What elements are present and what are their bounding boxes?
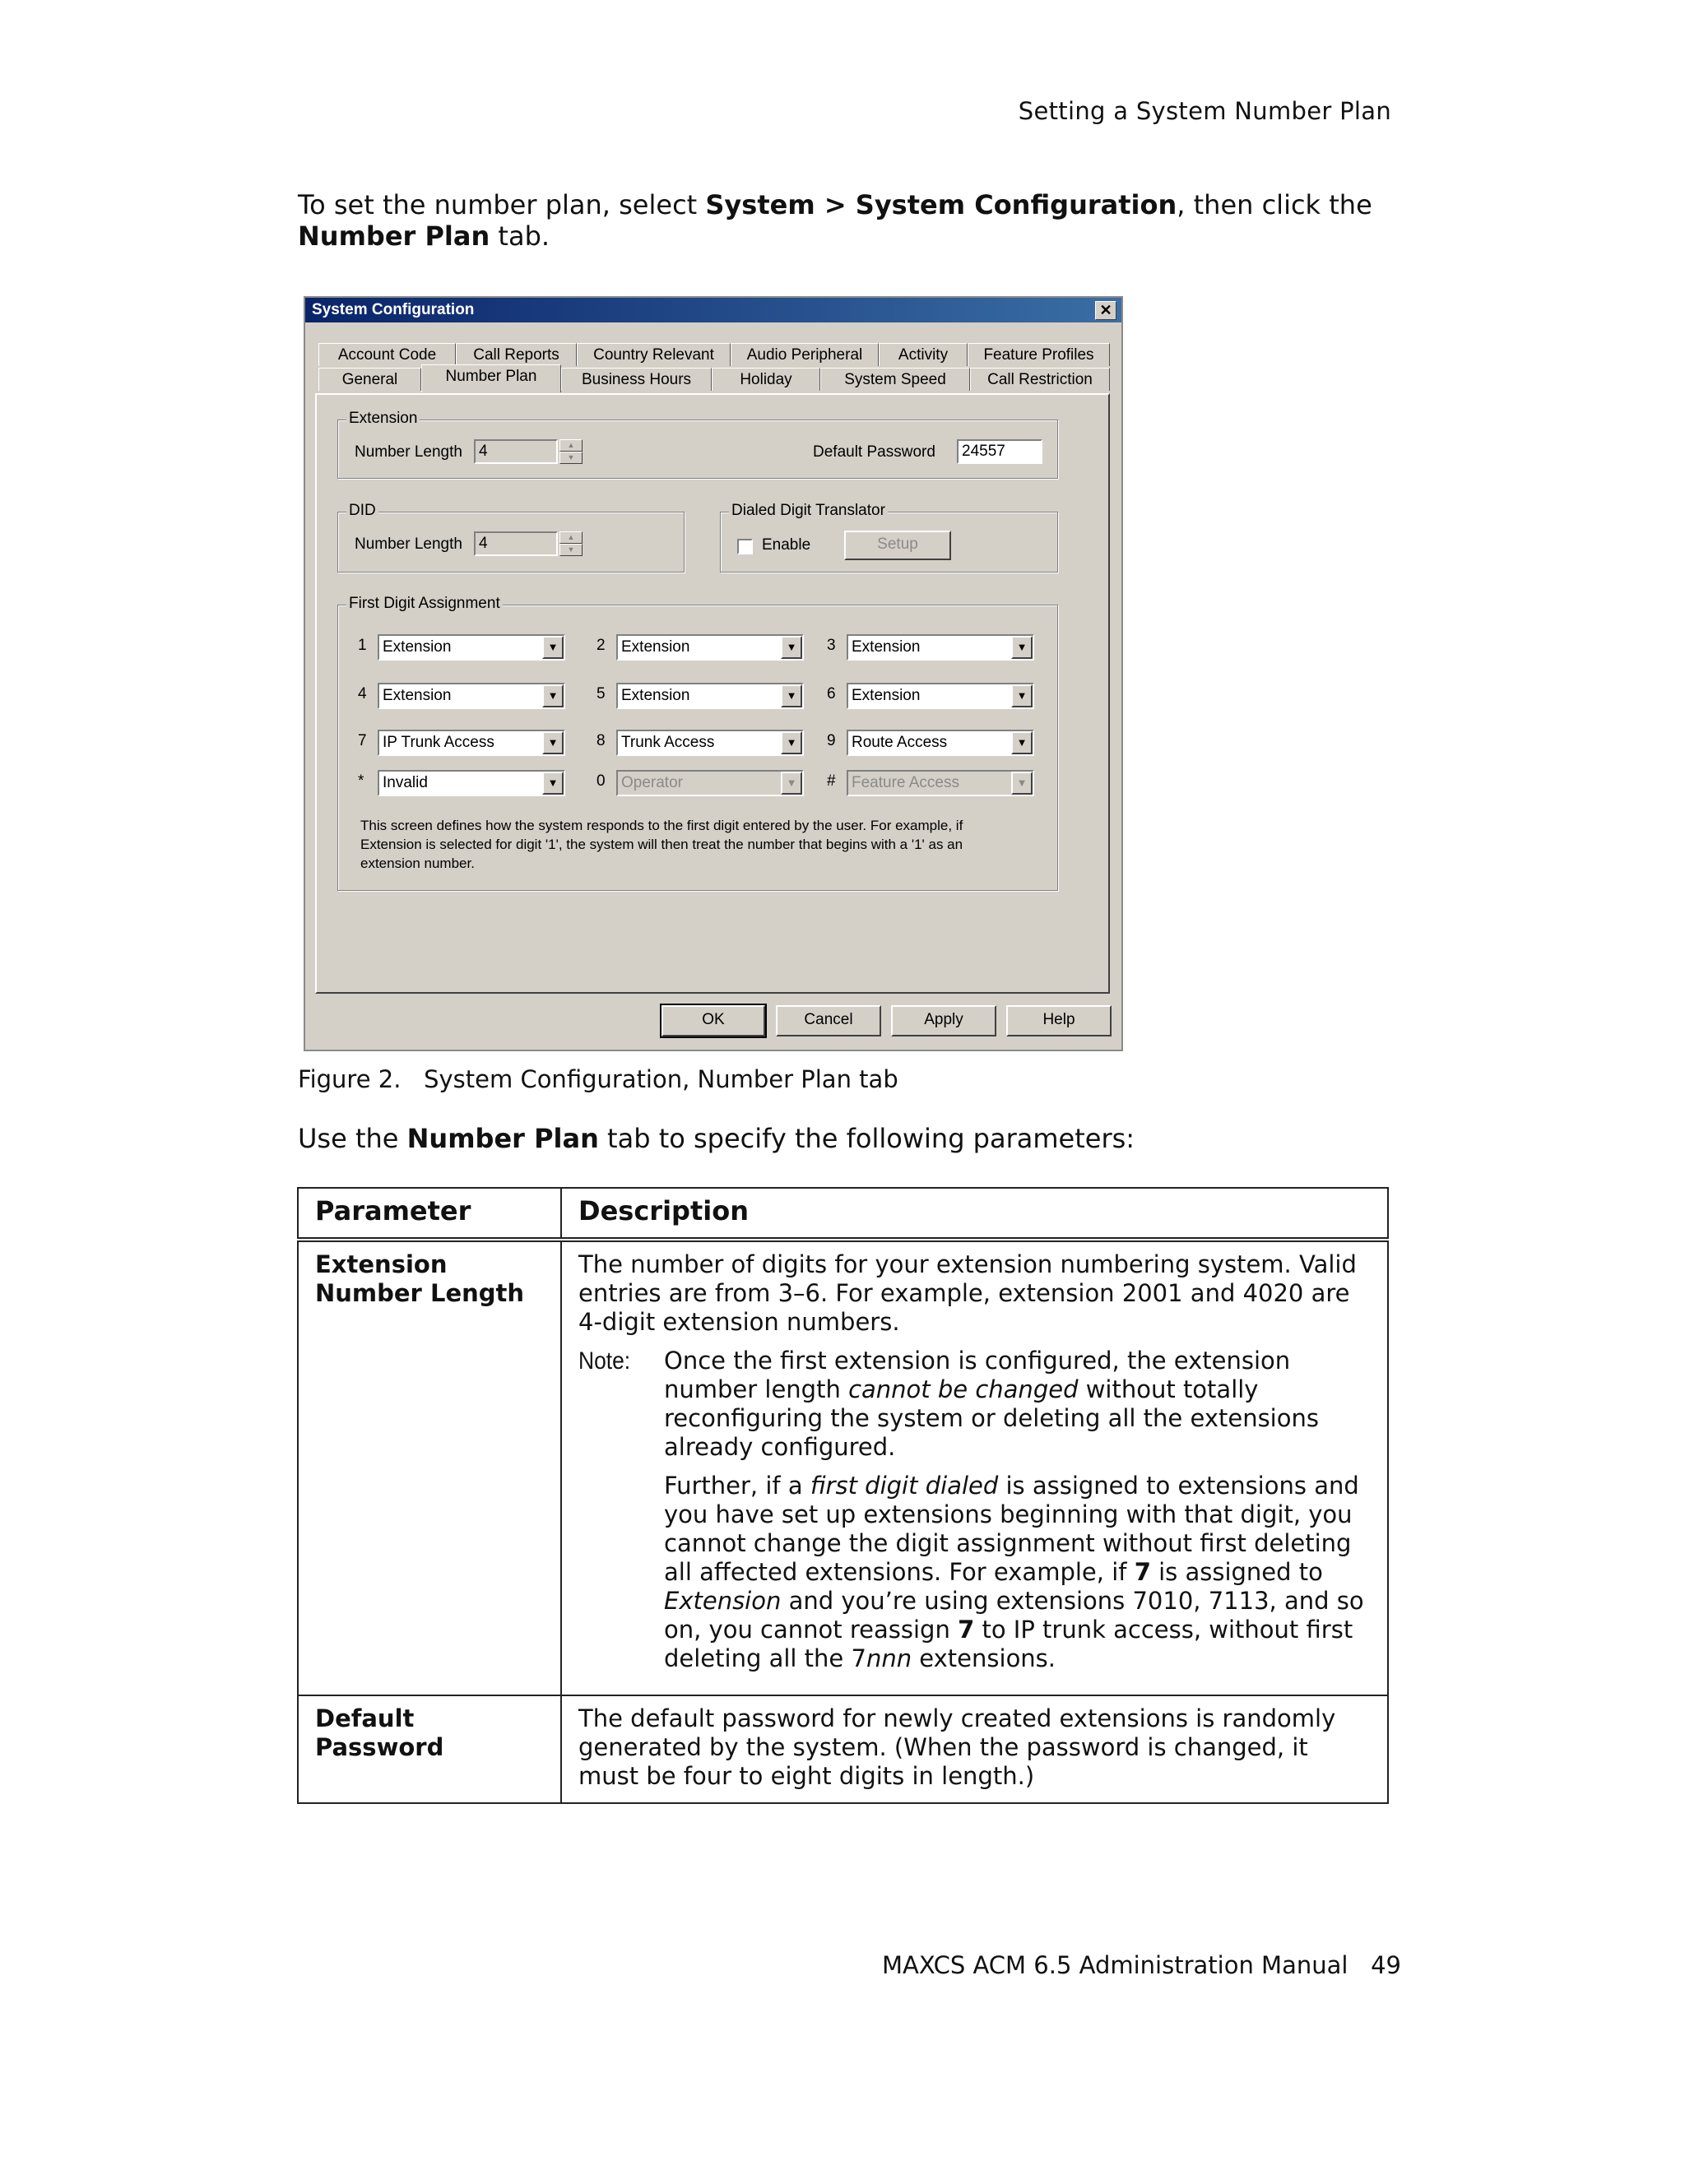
digit-label: 7 bbox=[358, 732, 367, 749]
digit-label: 1 bbox=[358, 637, 367, 654]
intro-paragraph bbox=[298, 189, 1400, 252]
dropdown-arrow-icon[interactable]: ▼ bbox=[542, 772, 564, 795]
select-value: IP Trunk Access bbox=[383, 734, 494, 751]
lead-tab-name: Number Plan bbox=[406, 1123, 599, 1154]
digit-label: 5 bbox=[596, 685, 606, 702]
param-name-line: Extension bbox=[315, 1250, 448, 1278]
dialed-digit-translator-group bbox=[720, 502, 1058, 573]
lead-paragraph bbox=[298, 1123, 1135, 1154]
tab-call-reports[interactable]: Call Reports bbox=[456, 343, 577, 366]
first-digit-help-text: This screen defines how the system responds to the first digit entered by the user. For example, if Extension is selected for digit '1', the system will then treat the number that begins with a '1' as an extension number. bbox=[360, 818, 963, 871]
select-value: Feature Access bbox=[852, 774, 959, 791]
description-text: The number of digits for your extension numbering system. Valid entries are from 3–6. For example, extension 2001 and 4020 are 4-digit extension numbers. bbox=[578, 1250, 1357, 1336]
spin-down-icon[interactable]: ▼ bbox=[559, 452, 583, 464]
digit-label: 2 bbox=[596, 637, 606, 654]
column-header-parameter: Parameter bbox=[298, 1188, 561, 1240]
note-label: Note: bbox=[578, 1347, 631, 1375]
note-block bbox=[578, 1347, 1372, 1683]
extension-group bbox=[337, 410, 1058, 479]
param-name: Default Password bbox=[298, 1695, 561, 1803]
did-number-length-field[interactable]: 4 bbox=[474, 531, 558, 556]
dropdown-arrow-icon[interactable]: ▼ bbox=[1011, 636, 1033, 659]
intro-text: , then click the bbox=[1177, 189, 1372, 220]
tab-activity[interactable]: Activity bbox=[879, 343, 968, 366]
system-configuration-dialog bbox=[304, 296, 1123, 1051]
select-value: Extension bbox=[621, 638, 690, 656]
note-text: is assigned to extensions and you have set up extensions beginning with that digit, you cannot change the digit assignment without first deleting all affected extensions. For example, if bbox=[664, 1472, 1359, 1586]
select-value: Extension bbox=[383, 687, 452, 704]
lead-text: tab to specify the following parameters: bbox=[598, 1123, 1135, 1154]
apply-button[interactable]: Apply bbox=[891, 1005, 996, 1036]
did-legend: DID bbox=[346, 502, 378, 520]
cancel-button[interactable]: Cancel bbox=[776, 1005, 881, 1036]
select-value: Extension bbox=[852, 687, 921, 704]
default-password-field[interactable]: 24557 bbox=[957, 439, 1042, 464]
note-emphasis: cannot be changed bbox=[848, 1375, 1079, 1403]
dropdown-arrow-icon[interactable]: ▼ bbox=[542, 684, 564, 707]
intro-menu-path: System > System Configuration bbox=[705, 189, 1177, 220]
note-strong: 7 bbox=[1134, 1558, 1151, 1586]
digit-star-select[interactable] bbox=[378, 770, 565, 796]
tab-audio-peripheral[interactable]: Audio Peripheral bbox=[731, 343, 879, 366]
extension-number-length-label: Number Length bbox=[355, 443, 462, 461]
digit-7-select[interactable] bbox=[378, 730, 565, 756]
note-emphasis: nnn bbox=[866, 1644, 912, 1672]
translator-legend: Dialed Digit Translator bbox=[729, 502, 888, 520]
intro-tab-name: Number Plan bbox=[298, 220, 490, 252]
select-value: Extension bbox=[383, 638, 452, 656]
tab-general[interactable]: General bbox=[318, 368, 421, 391]
tab-row-1 bbox=[318, 343, 1110, 366]
dialog-titlebar bbox=[305, 298, 1121, 322]
first-digit-legend: First Digit Assignment bbox=[346, 595, 503, 613]
dropdown-arrow-icon[interactable]: ▼ bbox=[781, 772, 802, 795]
parameters-table bbox=[297, 1187, 1389, 1804]
running-header: Setting a System Number Plan bbox=[1018, 97, 1391, 125]
did-number-length-label: Number Length bbox=[355, 536, 462, 553]
note-text: extensions. bbox=[912, 1644, 1056, 1672]
dropdown-arrow-icon[interactable]: ▼ bbox=[781, 684, 802, 707]
digit-label: 4 bbox=[358, 685, 367, 702]
digit-label: 3 bbox=[827, 637, 836, 654]
param-name-line: Number Length bbox=[315, 1279, 525, 1307]
page-footer: MAXCS ACM 6.5 Administration Manual 49 bbox=[881, 1951, 1401, 1979]
first-digit-assignment-group bbox=[337, 595, 1058, 891]
figure-caption: Figure 2. System Configuration, Number Plan tab bbox=[298, 1065, 898, 1093]
select-value: Operator bbox=[621, 774, 683, 791]
tab-account-code[interactable]: Account Code bbox=[318, 343, 456, 366]
digit-1-select[interactable] bbox=[378, 634, 565, 661]
note-body bbox=[664, 1347, 1372, 1683]
table-header-row bbox=[298, 1188, 1388, 1240]
select-value: Invalid bbox=[383, 774, 428, 791]
note-text: without totally reconfiguring the system or deleting all the extensions already configured. bbox=[664, 1375, 1319, 1461]
dropdown-arrow-icon[interactable]: ▼ bbox=[1011, 772, 1033, 795]
param-description: The default password for newly created extensions is randomly generated by the system. (When the password is changed, it must be four to eight digits in length.) bbox=[561, 1695, 1388, 1803]
dialog-title: System Configuration bbox=[312, 301, 475, 318]
lead-text: Use the bbox=[298, 1123, 407, 1154]
note-text: Further, if a bbox=[664, 1472, 810, 1500]
digit-2-select[interactable] bbox=[616, 634, 804, 661]
note-text: to IP trunk access, without first deleting all the 7 bbox=[664, 1616, 1353, 1672]
tab-holiday[interactable]: Holiday bbox=[712, 368, 820, 391]
digit-label: 6 bbox=[827, 685, 836, 702]
param-description bbox=[561, 1240, 1388, 1695]
did-length-spinner[interactable] bbox=[559, 531, 583, 556]
digit-0-select[interactable] bbox=[616, 770, 804, 796]
tab-call-restriction[interactable]: Call Restriction bbox=[970, 368, 1110, 391]
spin-up-icon[interactable]: ▲ bbox=[559, 531, 583, 544]
note-paragraph bbox=[664, 1347, 1372, 1462]
digit-8-select[interactable] bbox=[616, 730, 804, 756]
dropdown-arrow-icon[interactable]: ▼ bbox=[1011, 731, 1033, 754]
tab-row-2 bbox=[318, 368, 1110, 392]
digit-6-select[interactable] bbox=[847, 683, 1034, 709]
dropdown-arrow-icon[interactable]: ▼ bbox=[542, 731, 564, 754]
note-emphasis: Extension bbox=[664, 1587, 782, 1615]
spin-up-icon[interactable]: ▲ bbox=[559, 439, 583, 452]
intro-text: tab. bbox=[490, 220, 550, 252]
digit-label: 0 bbox=[596, 772, 606, 790]
note-text: and you’re using extensions 7010, 7113, and so on, you cannot reassign bbox=[664, 1587, 1364, 1644]
setup-button[interactable]: Setup bbox=[844, 531, 951, 560]
note-emphasis: first digit dialed bbox=[810, 1472, 999, 1500]
dropdown-arrow-icon[interactable]: ▼ bbox=[781, 731, 802, 754]
select-value: Trunk Access bbox=[621, 734, 715, 751]
note-text: is assigned to bbox=[1150, 1558, 1323, 1586]
enable-checkbox[interactable] bbox=[737, 539, 753, 554]
default-password-label: Default Password bbox=[813, 443, 935, 461]
did-group bbox=[337, 502, 685, 573]
digit-4-select[interactable] bbox=[378, 683, 565, 709]
note-strong: 7 bbox=[958, 1616, 975, 1644]
table-row bbox=[298, 1695, 1388, 1803]
dropdown-arrow-icon[interactable]: ▼ bbox=[542, 636, 564, 659]
dropdown-arrow-icon[interactable]: ▼ bbox=[781, 636, 802, 659]
digit-label: # bbox=[827, 772, 836, 790]
digit-hash-select[interactable] bbox=[847, 770, 1034, 796]
table-row bbox=[298, 1240, 1388, 1695]
note-text: Once the first extension is configured, the extension number length bbox=[664, 1347, 1291, 1403]
extension-length-spinner[interactable] bbox=[559, 439, 583, 464]
digit-9-select[interactable] bbox=[847, 730, 1034, 756]
digit-label: 9 bbox=[827, 732, 836, 749]
column-header-description: Description bbox=[561, 1188, 1388, 1240]
tab-business-hours[interactable]: Business Hours bbox=[561, 368, 712, 391]
tab-feature-profiles[interactable]: Feature Profiles bbox=[968, 343, 1110, 366]
dropdown-arrow-icon[interactable]: ▼ bbox=[1011, 684, 1033, 707]
extension-number-length-field[interactable]: 4 bbox=[474, 439, 558, 464]
param-name bbox=[298, 1240, 561, 1695]
digit-label: 8 bbox=[596, 732, 606, 749]
enable-label: Enable bbox=[762, 536, 811, 554]
extension-legend: Extension bbox=[346, 410, 420, 428]
tab-number-plan[interactable]: Number Plan bbox=[421, 364, 561, 392]
close-icon[interactable]: ✕ bbox=[1095, 301, 1116, 320]
select-value: Route Access bbox=[852, 734, 948, 751]
ok-button[interactable]: OK bbox=[661, 1005, 765, 1036]
number-plan-panel bbox=[315, 393, 1110, 994]
digit-5-select[interactable] bbox=[616, 683, 804, 709]
note-paragraph bbox=[664, 1472, 1372, 1673]
digit-3-select[interactable] bbox=[847, 634, 1034, 661]
spin-down-icon[interactable]: ▼ bbox=[559, 544, 583, 556]
digit-label: * bbox=[358, 772, 364, 790]
intro-text: To set the number plan, select bbox=[298, 189, 706, 220]
select-value: Extension bbox=[621, 687, 690, 704]
select-value: Extension bbox=[852, 638, 921, 656]
tab-system-speed[interactable]: System Speed bbox=[820, 368, 970, 391]
tab-country-relevant[interactable]: Country Relevant bbox=[577, 343, 731, 366]
help-button[interactable]: Help bbox=[1006, 1005, 1112, 1036]
